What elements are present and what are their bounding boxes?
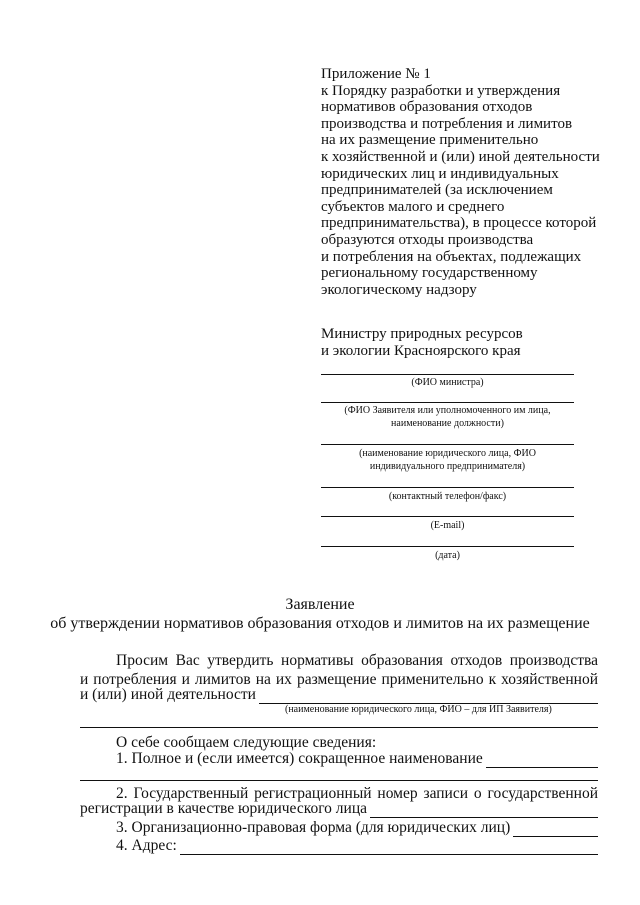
applicant-field-line[interactable] — [321, 402, 574, 403]
addressee-line-1: Министру природных ресурсов — [321, 326, 523, 342]
annex-line: к Порядку разработки и утверждения — [321, 82, 561, 99]
item1-input-line[interactable] — [486, 755, 598, 768]
request-paragraph — [80, 651, 598, 689]
info-intro: О себе сообщаем следующие сведения: — [116, 734, 377, 751]
continuation-line[interactable] — [80, 727, 598, 728]
request-line-2: и потребления и лимитов на их размещение применительно к хозяйственной — [80, 671, 598, 688]
item3-input-line[interactable] — [513, 824, 598, 837]
item1-label: 1. Полное и (если имеется) сокращенное наименование — [116, 750, 483, 767]
item2-input-line[interactable] — [370, 805, 598, 818]
request-line-1: Просим Вас утвердить нормативы образования отходов производства — [116, 652, 598, 669]
item1-continuation-line[interactable] — [80, 780, 598, 781]
item2-line-2: регистрации в качестве юридического лица — [80, 800, 367, 817]
email-field-caption: (E-mail) — [430, 520, 465, 531]
annex-line: на их размещение применительно — [321, 132, 539, 149]
request-line-3-row — [80, 686, 598, 704]
annex-line: региональному государственному — [321, 265, 538, 282]
legal-entity-field-caption-2: индивидуального предпринимателя) — [369, 461, 526, 472]
addressee-line-2: и экологии Красноярского края — [321, 343, 521, 359]
statement-title: Заявление — [285, 596, 355, 613]
request-caption: (наименование юридического лица, ФИО – для ИП Заявителя) — [285, 704, 552, 715]
annex-line: производства и потребления и лимитов — [321, 115, 573, 132]
item4-input-line[interactable] — [180, 842, 598, 855]
date-field-line[interactable] — [321, 546, 574, 547]
minister-field-line[interactable] — [321, 374, 574, 375]
email-field-line[interactable] — [321, 516, 574, 517]
annex-line: Приложение № 1 — [321, 66, 431, 82]
item1-row — [116, 750, 598, 768]
annex-header — [321, 66, 621, 298]
item3-row — [116, 819, 598, 837]
applicant-field-caption-2: наименование должности) — [391, 418, 504, 429]
annex-line: нормативов образования отходов — [321, 99, 533, 116]
item2-row — [80, 800, 598, 818]
annex-line: экологическому надзору — [321, 281, 477, 298]
applicant-field-caption-1: (ФИО Заявителя или уполномоченного им лица, — [344, 405, 551, 416]
phone-field-caption: (контактный телефон/факс) — [388, 491, 507, 502]
statement-subtitle: об утверждении нормативов образования отходов и лимитов на их размещение — [50, 615, 590, 632]
legal-entity-field-line[interactable] — [321, 444, 574, 445]
annex-line: субъектов малого и среднего — [321, 198, 505, 215]
annex-line: к хозяйственной и (или) иной деятельности — [321, 148, 600, 165]
phone-field-line[interactable] — [321, 487, 574, 488]
item4-label: 4. Адрес: — [116, 837, 177, 854]
item2-line-1: 2. Государственный регистрационный номер записи о государственной — [116, 785, 598, 802]
annex-line: и потребления на объектах, подлежащих — [321, 248, 582, 265]
annex-line: предпринимательства), в процессе которой — [321, 215, 597, 232]
addressee — [321, 326, 523, 360]
date-field-caption: (дата) — [435, 550, 460, 561]
item4-row — [116, 837, 598, 855]
activity-input-line[interactable] — [259, 691, 598, 704]
legal-entity-field-caption-1: (наименование юридического лица, ФИО — [359, 448, 536, 459]
item3-label: 3. Организационно-правовая форма (для юридических лиц) — [116, 819, 511, 836]
annex-line: предпринимателей (за исключением — [321, 182, 553, 199]
request-line-3: и (или) иной деятельности — [80, 686, 256, 703]
minister-field-caption: (ФИО министра) — [411, 377, 484, 388]
annex-line: образуются отходы производства — [321, 231, 534, 248]
annex-line: юридических лиц и индивидуальных — [321, 165, 559, 182]
